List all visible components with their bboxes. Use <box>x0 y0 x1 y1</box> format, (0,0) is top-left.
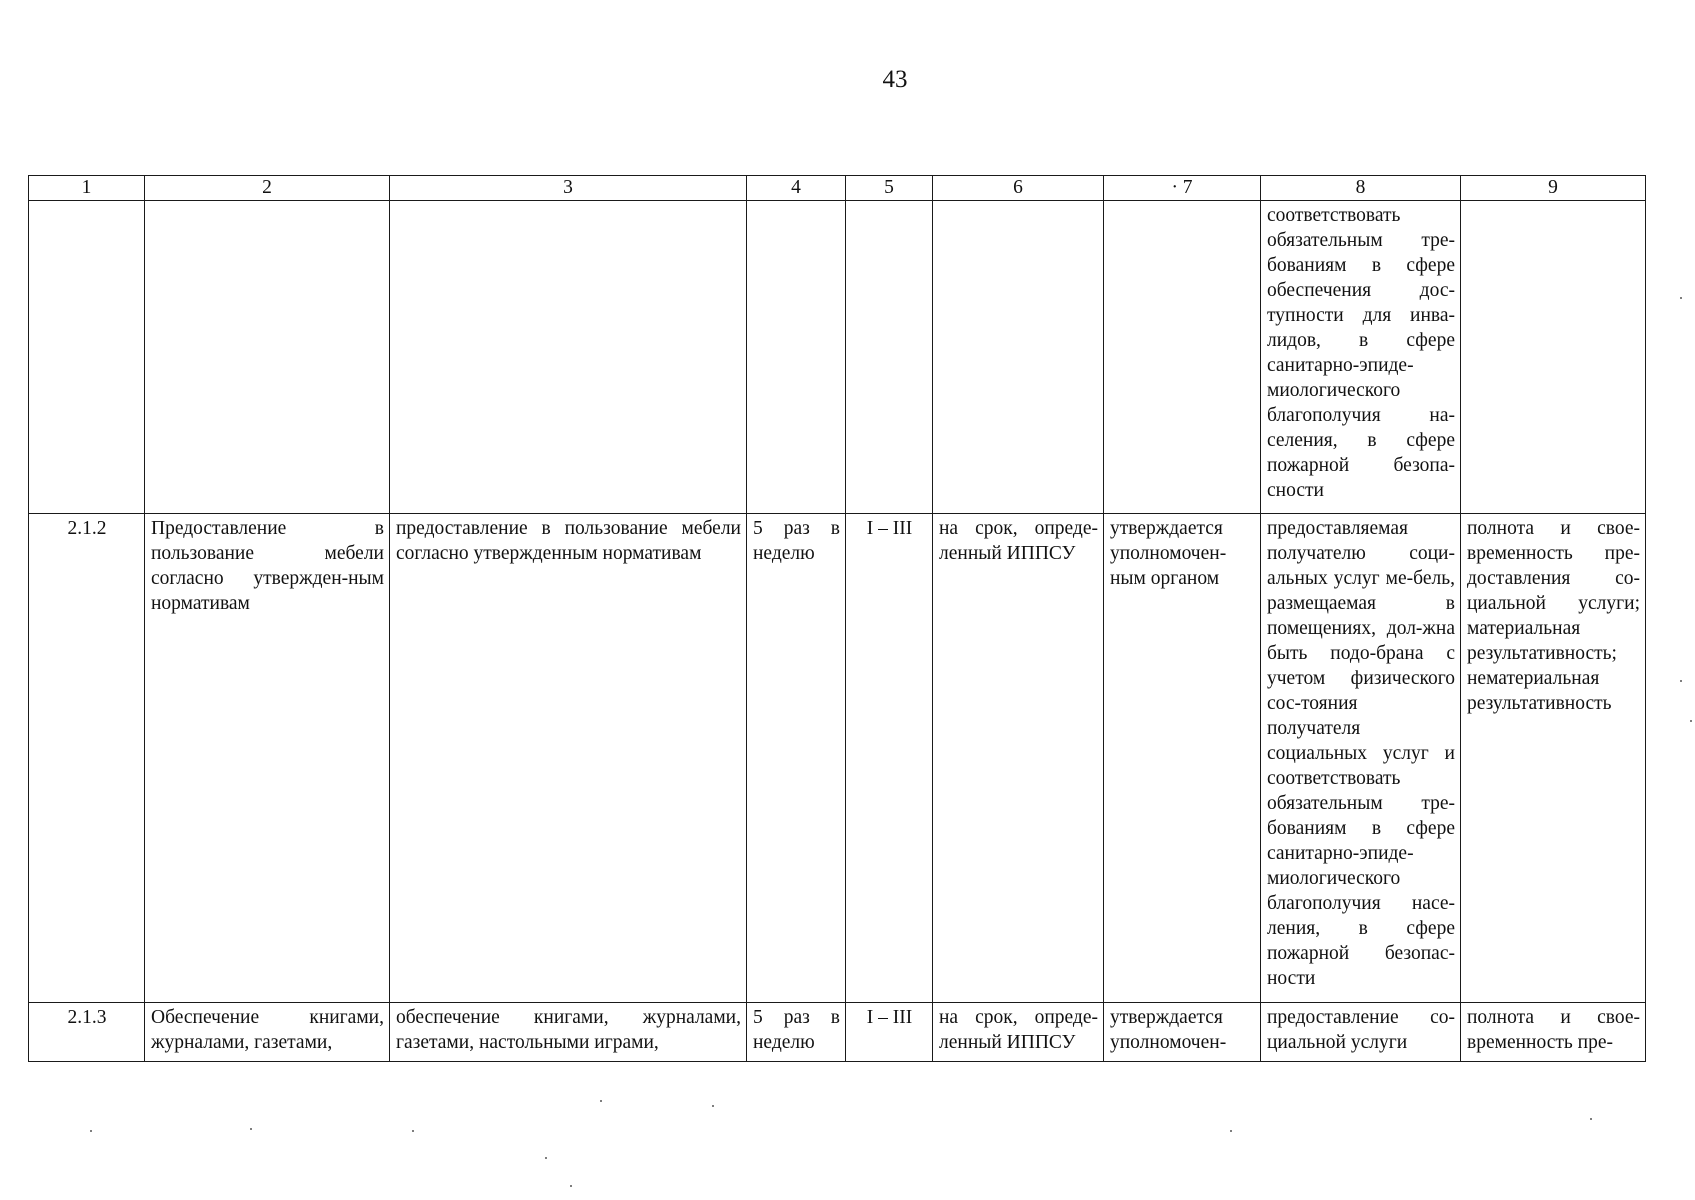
table-row-2-1-3 <box>29 1003 1646 1062</box>
table-header-row <box>29 176 1646 201</box>
column-number-5: 5 <box>846 176 933 201</box>
cell-conditions: соответствовать обязательным тре-бованиям в сфере обеспечения дос-тупности для инва-лидов, в сфере санитарно-эпиде-миологического благополучия на-селения, в сфере пожарной безопа-сности <box>1261 201 1461 514</box>
cell-frequency <box>747 201 846 514</box>
scan-speck <box>1590 1118 1592 1120</box>
scan-speck <box>250 1128 252 1130</box>
cell-conditions: предоставление со-циальной услуги <box>1261 1003 1461 1062</box>
cell-quality-indicators: полнота и свое-временность пре- <box>1461 1003 1646 1062</box>
column-number-1: 1 <box>29 176 145 201</box>
cell-number: 2.1.3 <box>29 1003 145 1062</box>
cell-tariff <box>1104 201 1261 514</box>
scan-speck <box>1690 720 1692 722</box>
table-row-continuation <box>29 201 1646 514</box>
column-number-3: 3 <box>390 176 747 201</box>
cell-frequency: 5 раз в неделю <box>747 1003 846 1062</box>
cell-service-name: Предоставление в пользование мебели согласно утвержден-ным нормативам <box>145 514 390 1003</box>
cell-quality-indicators: полнота и свое-временность пре-доставления со-циальной услуги; материальная результативность; нематериальная результативность <box>1461 514 1646 1003</box>
scan-speck <box>545 1157 547 1159</box>
page-number: 43 <box>882 66 908 93</box>
cell-service-description: обеспечение книгами, журналами, газетами, настольными играми, <box>390 1003 747 1062</box>
scan-speck <box>600 1100 602 1102</box>
cell-number <box>29 201 145 514</box>
scan-speck <box>1680 680 1682 682</box>
cell-tariff: утверждается уполномочен-ным органом <box>1104 514 1261 1003</box>
scan-speck <box>90 1130 92 1132</box>
column-number-7: · 7 <box>1104 176 1261 201</box>
cell-frequency: 5 раз в неделю <box>747 514 846 1003</box>
column-number-9: 9 <box>1461 176 1646 201</box>
cell-term: на срок, опреде-ленный ИППСУ <box>933 1003 1104 1062</box>
cell-term: на срок, опреде-ленный ИППСУ <box>933 514 1104 1003</box>
cell-groups: I – III <box>846 514 933 1003</box>
cell-term <box>933 201 1104 514</box>
table-row-2-1-2 <box>29 514 1646 1003</box>
scan-speck <box>1230 1130 1232 1132</box>
column-number-2: 2 <box>145 176 390 201</box>
cell-quality-indicators <box>1461 201 1646 514</box>
scan-speck <box>570 1185 572 1187</box>
cell-service-description: предоставление в пользование мебели согласно утвержденным нормативам <box>390 514 747 1003</box>
column-number-8: 8 <box>1261 176 1461 201</box>
cell-service-description <box>390 201 747 514</box>
cell-groups <box>846 201 933 514</box>
cell-service-name <box>145 201 390 514</box>
column-number-6: 6 <box>933 176 1104 201</box>
cell-groups: I – III <box>846 1003 933 1062</box>
cell-conditions: предоставляемая получателю соци-альных услуг ме-бель, размещаемая в помещениях, дол-жна быть подо-брана с учетом физического сос-тояния получателя социальных услуг и соответствовать обязательным тре-бованиям в сфере санитарно-эпиде-миологического благополучия насе-ления, в сфере пожарной безопас-ности <box>1261 514 1461 1003</box>
cell-tariff: утверждается уполномочен- <box>1104 1003 1261 1062</box>
column-number-4: 4 <box>747 176 846 201</box>
cell-service-name: Обеспечение книгами, журналами, газетами, <box>145 1003 390 1062</box>
cell-number: 2.1.2 <box>29 514 145 1003</box>
scan-speck <box>712 1105 714 1107</box>
services-table <box>28 175 1646 1062</box>
scan-speck <box>1680 297 1682 299</box>
scan-speck <box>412 1130 414 1132</box>
